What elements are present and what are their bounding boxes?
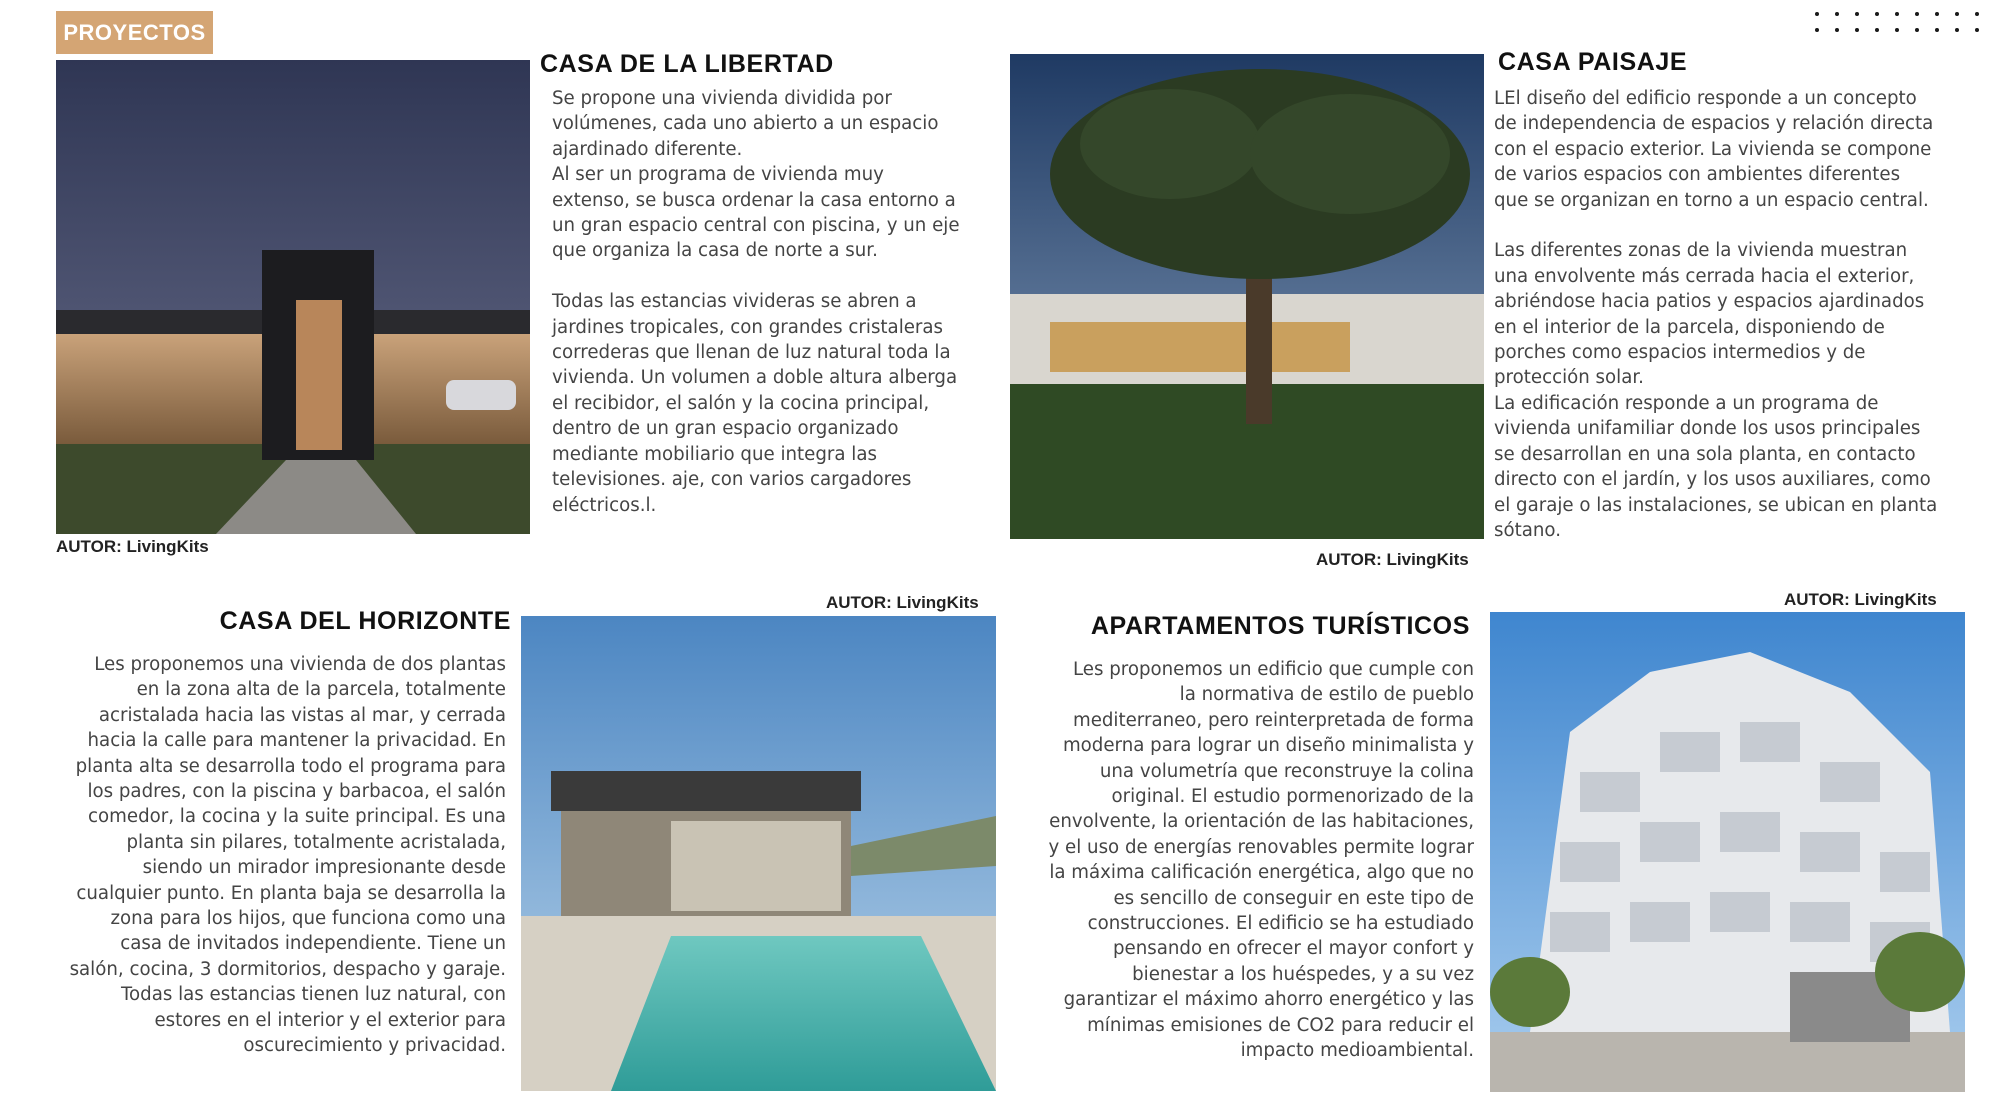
author-credit: AUTOR: LivingKits [1784, 590, 1937, 609]
section-badge: PROYECTOS [56, 11, 213, 54]
dot [1895, 12, 1899, 16]
dot [1915, 28, 1919, 32]
dot [1855, 28, 1859, 32]
dot [1975, 12, 1979, 16]
dot [1815, 28, 1819, 32]
project-title: APARTAMENTOS TURÍSTICOS [1090, 612, 1470, 640]
decorative-dot-grid [1815, 12, 1995, 44]
project-description: Se propone una vivienda dividida por volúmenes, cada uno abierto a un espacio ajardinado diferente. Al ser un programa de vivienda muy extenso, se busca ordenar la casa entorno a un gran espacio central con piscina, y un eje que organiza la casa de norte a sur. Todas las estancias vivideras se abren a jardines tropicales, con grandes cristaleras correderas que llenan de luz natural toda la vivienda. Un volumen a doble altura alberga el recibidor, el salón y la cocina principal, dentro de un gran espacio organizado mediante mobiliario que integra las televisiones. aje, con varios cargadores eléctricos.l. [552, 88, 960, 516]
project-title: CASA DEL HORIZONTE [219, 607, 511, 635]
project-description: LEl diseño del edificio responde a un concepto de independencia de espacios y relación directa con el espacio exterior. La vivienda se compone de varios espacios con ambientes diferentes que se organizan en torno a un espacio central. Las diferentes zonas de la vivienda muestran una envolvente más cerrada hacia el exterior, abriéndose hacia patios y espacios ajardinados en el interior de la parcela, disponiendo de porches como espacios intermedios y de protección solar. La edificación responde a un programa de vivienda unifamiliar donde los usos principales se desarrollan en una sola planta, en contacto directo con el jardín, y los usos auxiliares, como el garaje o las instalaciones, se ubican en planta sótano. [1494, 88, 1938, 541]
dot [1875, 28, 1879, 32]
dot [1815, 12, 1819, 16]
apartamentos-photo [1490, 612, 1965, 1092]
casa-libertad-photo [56, 60, 530, 534]
dot [1895, 28, 1899, 32]
dot [1835, 12, 1839, 16]
dot [1955, 28, 1959, 32]
author-credit: AUTOR: LivingKits [1316, 550, 1469, 569]
dot [1935, 28, 1939, 32]
dot [1855, 12, 1859, 16]
project-title: CASA PAISAJE [1498, 48, 1688, 76]
project-description: Les proponemos una vivienda de dos plantas en la zona alta de la parcela, totalmente acristalada hacia las vistas al mar, y cerrada hacia la calle para mantener la privacidad. En planta alta se desarrolla todo el programa para los padres, con la piscina y barbacoa, el salón comedor, la cocina y la suite principal. Es una planta sin pilares, totalmente acristalada, siendo un mirador impresionante desde cualquier punto. En planta baja se desarrolla la zona para los hijos, que funciona como una casa de invitados independiente. Tiene un salón, cocina, 3 dormitorios, despacho y garaje. Todas las estancias tienen luz natural, con estores en el interior y el exterior para oscurecimiento y privacidad. [69, 654, 506, 1057]
author-credit: AUTOR: LivingKits [56, 537, 209, 556]
casa-paisaje-photo [1010, 54, 1484, 539]
dot [1955, 12, 1959, 16]
dot [1915, 12, 1919, 16]
dot [1835, 28, 1839, 32]
project-description: Les proponemos un edificio que cumple con la normativa de estilo de pueblo mediterraneo, pero reinterpretada de forma moderna para lograr un diseño minimalista y una volumetría que reconstruye la colina original. El estudio pormenorizado de la envolvente, la orientación de las habitaciones, y el uso de energías renovables permite lograr la máxima calificación energética, algo que no es sencillo de conseguir en este tipo de construcciones. El edificio se ha estudiado pensando en ofrecer el mayor confort y bienestar a los huéspedes, y a su vez garantizar el máximo ahorro energético y las mínimas emisiones de CO2 para reducir el impacto medioambiental. [1048, 659, 1474, 1062]
dot [1935, 12, 1939, 16]
casa-horizonte-photo [521, 616, 996, 1091]
dot [1975, 28, 1979, 32]
author-credit: AUTOR: LivingKits [826, 593, 979, 612]
project-title: CASA DE LA LIBERTAD [540, 50, 834, 78]
dot [1875, 12, 1879, 16]
